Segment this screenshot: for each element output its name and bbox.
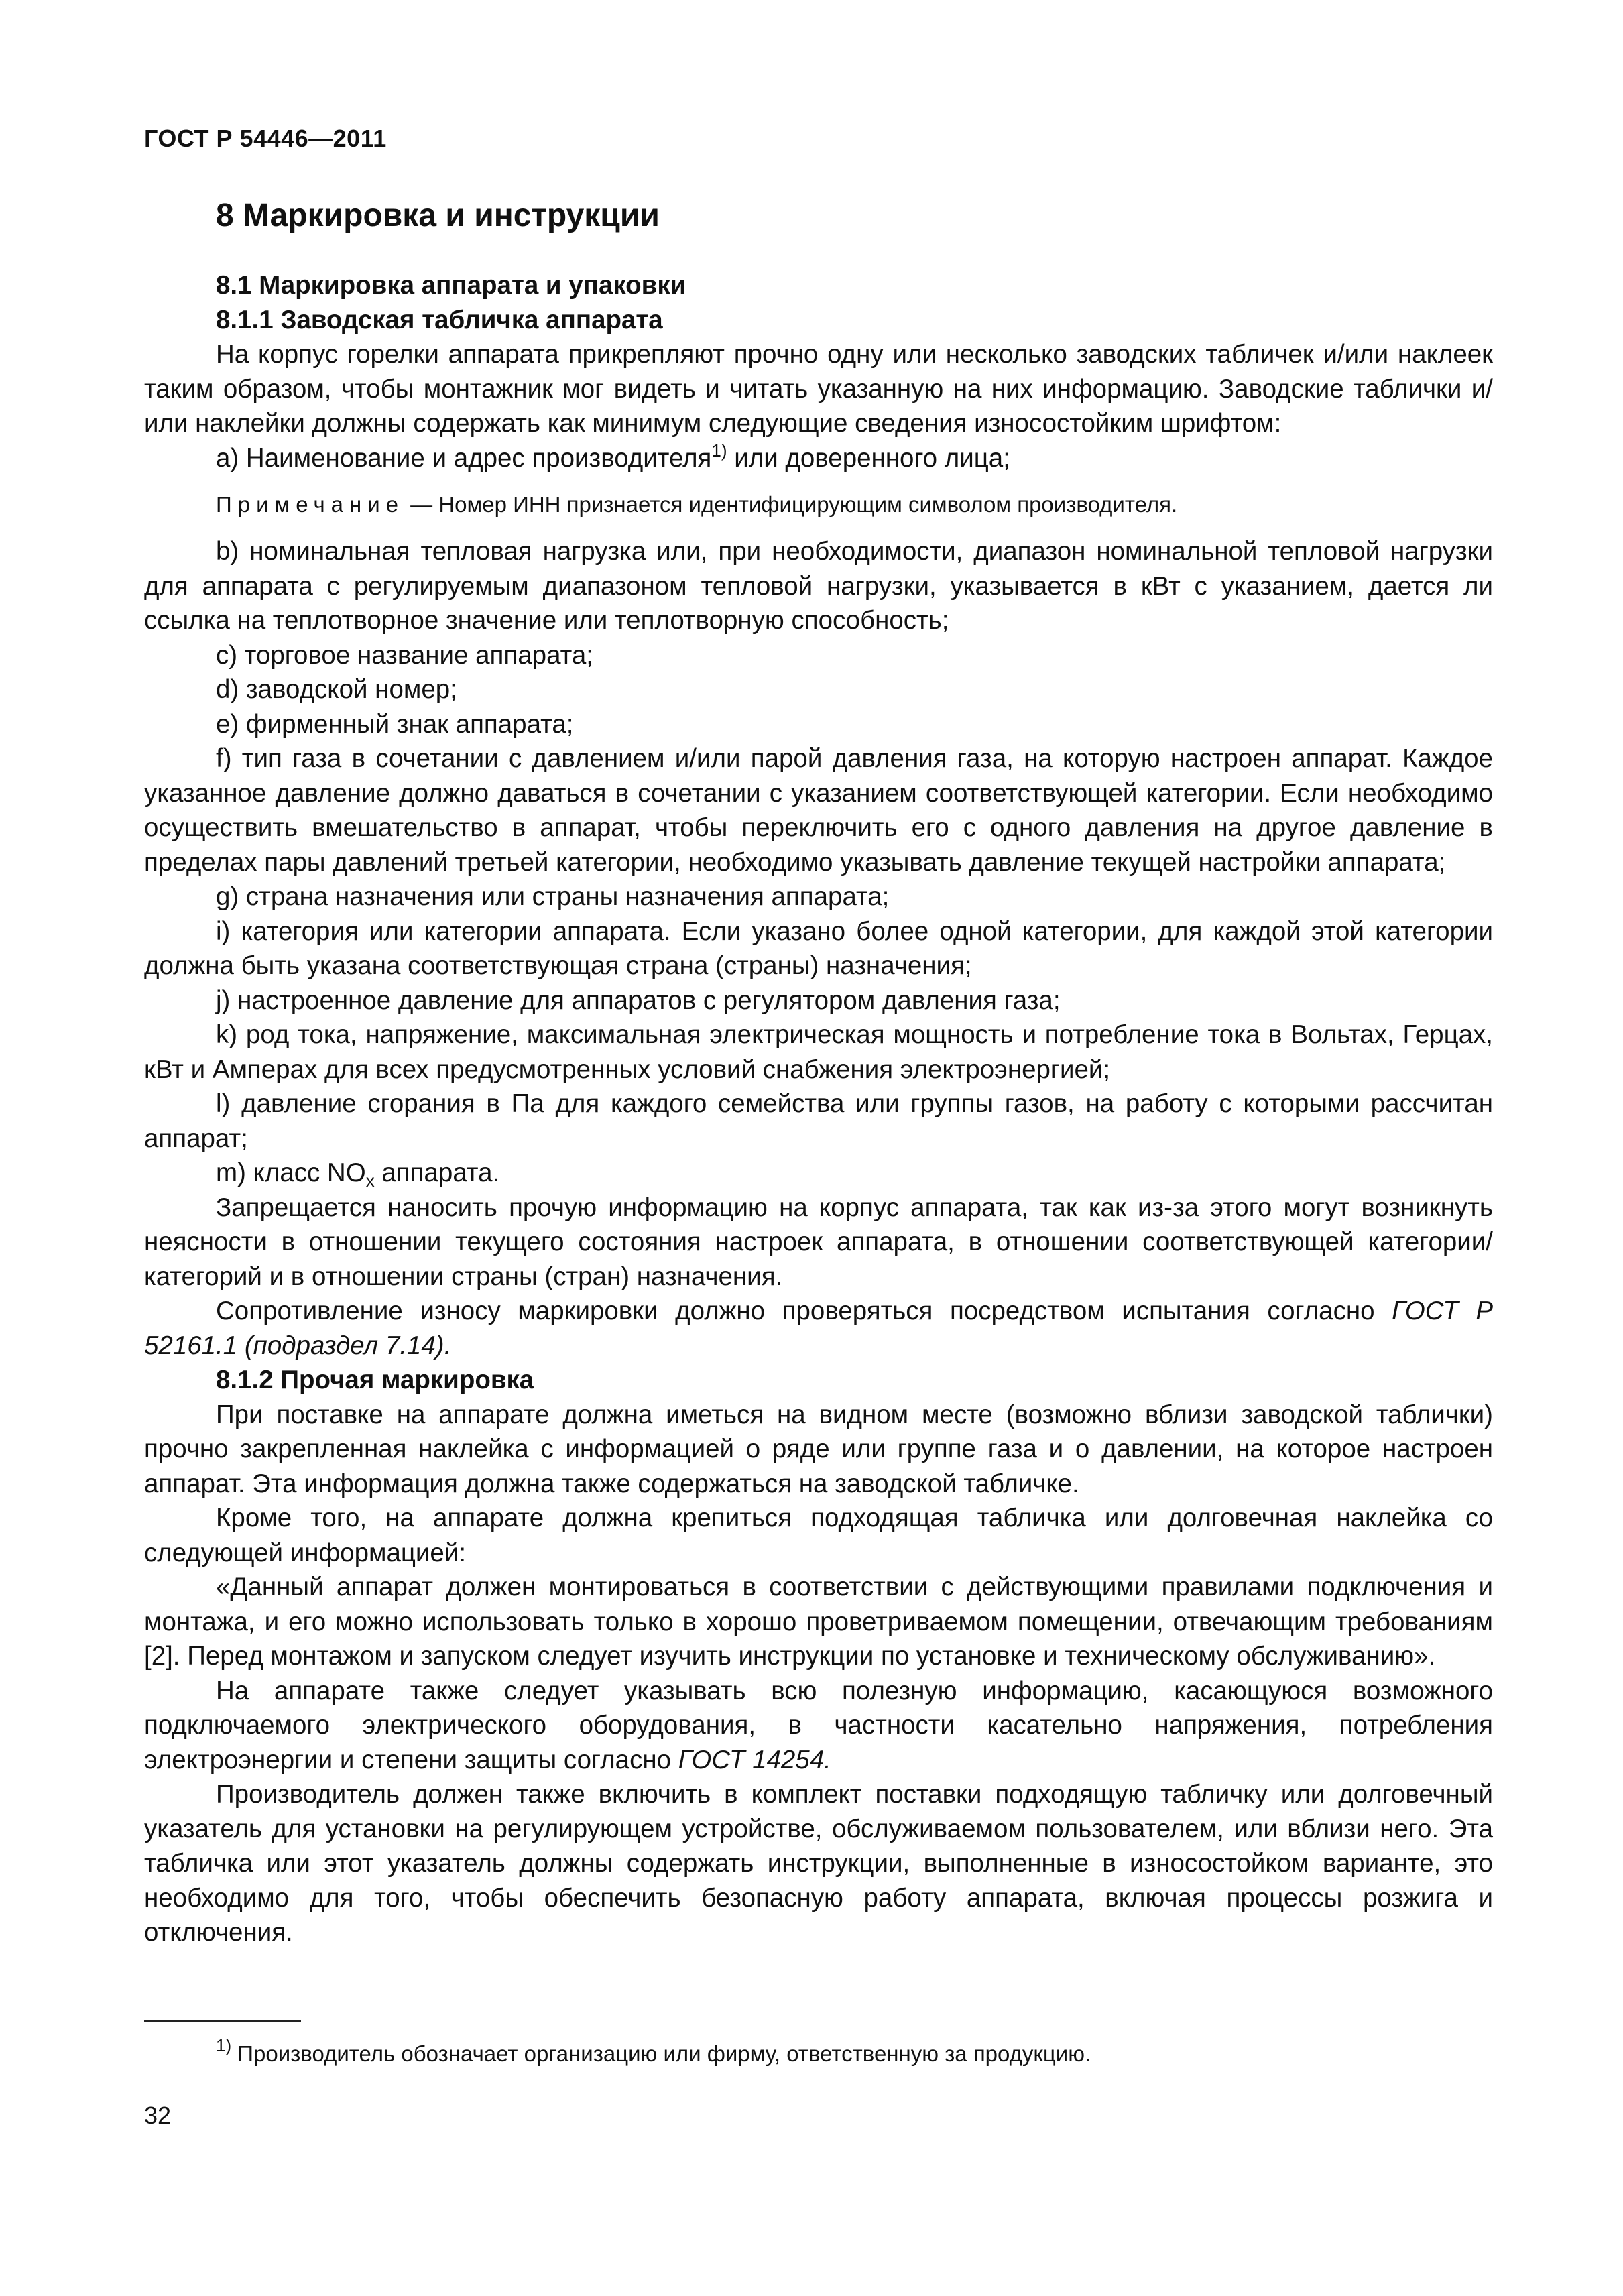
footnote-text: Производитель обозначает организацию или фирму, ответственную за продукцию.: [231, 2041, 1091, 2066]
page-body: [144, 196, 1493, 1950]
paragraph-intro: На корпус горелки аппарата прикрепляют прочно одну или несколько заводских табличек и/или наклеек таким образом, чтобы монтажник мог видеть и читать указанную на них информацию. Заводские таблички и/или наклейки должны содержать как минимум следующие сведения износостойким шрифтом:: [144, 340, 1493, 438]
list-item-m-text: m) класс NO: [216, 1158, 366, 1187]
note-text: — Номер ИНН признается идентифицирующим символом производителя.: [404, 492, 1178, 517]
subsection-title-8-1: 8.1 Маркировка аппарата и упаковки: [216, 271, 686, 300]
list-item-b: b) номинальная тепловая нагрузка или, при необходимости, диапазон номинальной тепловой нагрузки для аппарата с регулируемым диапазоном тепловой нагрузки, указывается в кВт с указанием, дается ли ссылка на теплотворное значение или теплотворную способность;: [144, 537, 1493, 635]
list-item-c: c) торговое название аппарата;: [216, 640, 593, 670]
list-item-k: k) род тока, напряжение, максимальная электрическая мощность и потребление тока в Вольтах, Герцах, кВт и Амперах для всех предусмотренных условий снабжения электроэнергией;: [144, 1020, 1493, 1084]
standard-reference: ГОСТ 14254.: [678, 1745, 831, 1774]
footnote: [216, 2035, 1091, 2069]
list-item-a-text-end: или доверенного лица;: [727, 443, 1010, 473]
footnote-ref: 1): [711, 440, 727, 461]
list-item-a: [144, 441, 1493, 476]
list-item-m: [144, 1156, 1493, 1191]
list-item-m-text-end: аппарата.: [374, 1158, 500, 1187]
list-item-g: g) страна назначения или страны назначения аппарата;: [216, 882, 890, 911]
paragraph-5: Производитель должен также включить в комплект поставки подходящую табличку или долговечный указатель для установки на регулирующем устройстве, обслуживаемом пользователем, или вблизи него. Эта табличка или этот указатель должны содержать инструкции, выполненные в износостойком варианте, это необходимо для того, чтобы обеспечить безопасную работу аппарата, включая процессы розжига и отключения.: [144, 1780, 1493, 1947]
paragraph-1: При поставке на аппарате должна иметься на видном месте (возможно вблизи заводской таблички) прочно закрепленная наклейка с информацией о ряде или группе газа и о давлении, на которое настроен аппарат. Эта информация должна также содержаться на заводской табличке.: [144, 1400, 1493, 1498]
paragraph-2: Кроме того, на аппарате должна крепиться подходящая табличка или долговечная наклейка со следующей информацией:: [144, 1504, 1493, 1567]
paragraph-resistance-text: Сопротивление износу маркировки должно проверяться посредством испытания согласно: [216, 1296, 1392, 1325]
note-label: Примечание: [216, 492, 405, 517]
list-item-e: e) фирменный знак аппарата;: [216, 709, 574, 739]
subscript-x: x: [365, 1170, 375, 1191]
list-item-d: d) заводской номер;: [216, 675, 457, 704]
footnote-mark: 1): [216, 2035, 232, 2055]
list-item-f: f) тип газа в сочетании с давлением и/или парой давления газа, на которую настроен аппарат. Каждое указанное давление должно даваться в сочетании с указанием соответствующей категории. Если необходимо осуществить вмешательство в аппарат, чтобы переключить его с одного давления на другое давление в пределах пары давлений третьей категории, необходимо указывать давление текущей настройки аппарата;: [144, 744, 1493, 877]
document-header: ГОСТ Р 54446—2011: [144, 125, 387, 152]
paragraph-forbid: Запрещается наносить прочую информацию на корпус аппарата, так как из-за этого могут возникнуть неясности в отношении текущего состояния настроек аппарата, в отношении соответствующей категории/категорий и в отношении страны (стран) назначения.: [144, 1193, 1493, 1291]
subsection-title-8-1-2: 8.1.2 Прочая маркировка: [216, 1366, 534, 1394]
paragraph-4-text: На аппарате также следует указывать всю полезную информацию, касающуюся возможного подключаемого электрического оборудования, в частности касательно напряжения, потребления электроэнергии и степени защиты согласно: [144, 1676, 1493, 1774]
note: [144, 489, 1493, 521]
section-title: 8 Маркировка и инструкции: [216, 198, 660, 233]
footnote-divider: [144, 2020, 301, 2022]
subsection-title-8-1-1: 8.1.1 Заводская табличка аппарата: [216, 305, 663, 335]
list-item-a-text: a) Наименование и адрес производителя: [216, 443, 712, 473]
list-item-j: j) настроенное давление для аппаратов с регулятором давления газа;: [216, 985, 1061, 1015]
paragraph-3: «Данный аппарат должен монтироваться в соответствии с действующими правилами подключения и монтажа, и его можно использовать только в хорошо проветриваемом помещении, отвечающим требованиям [2]. Перед монтажом и запуском следует изучить инструкции по установке и техническому обслуживанию».: [144, 1573, 1493, 1671]
list-item-i: i) категория или категории аппарата. Если указано более одной категории, для каждой этой категории должна быть указана соответствующая страна (страны) назначения;: [144, 916, 1493, 980]
paragraph-resistance: [144, 1294, 1493, 1363]
list-item-l: l) давление сгорания в Па для каждого семейства или группы газов, на работу с которыми рассчитан аппарат;: [144, 1089, 1493, 1153]
page-number: 32: [144, 2102, 172, 2129]
standard-reference: ГОСТ Р 52161.1 (подраздел 7.14).: [144, 1296, 1493, 1360]
paragraph-4: [144, 1674, 1493, 1778]
